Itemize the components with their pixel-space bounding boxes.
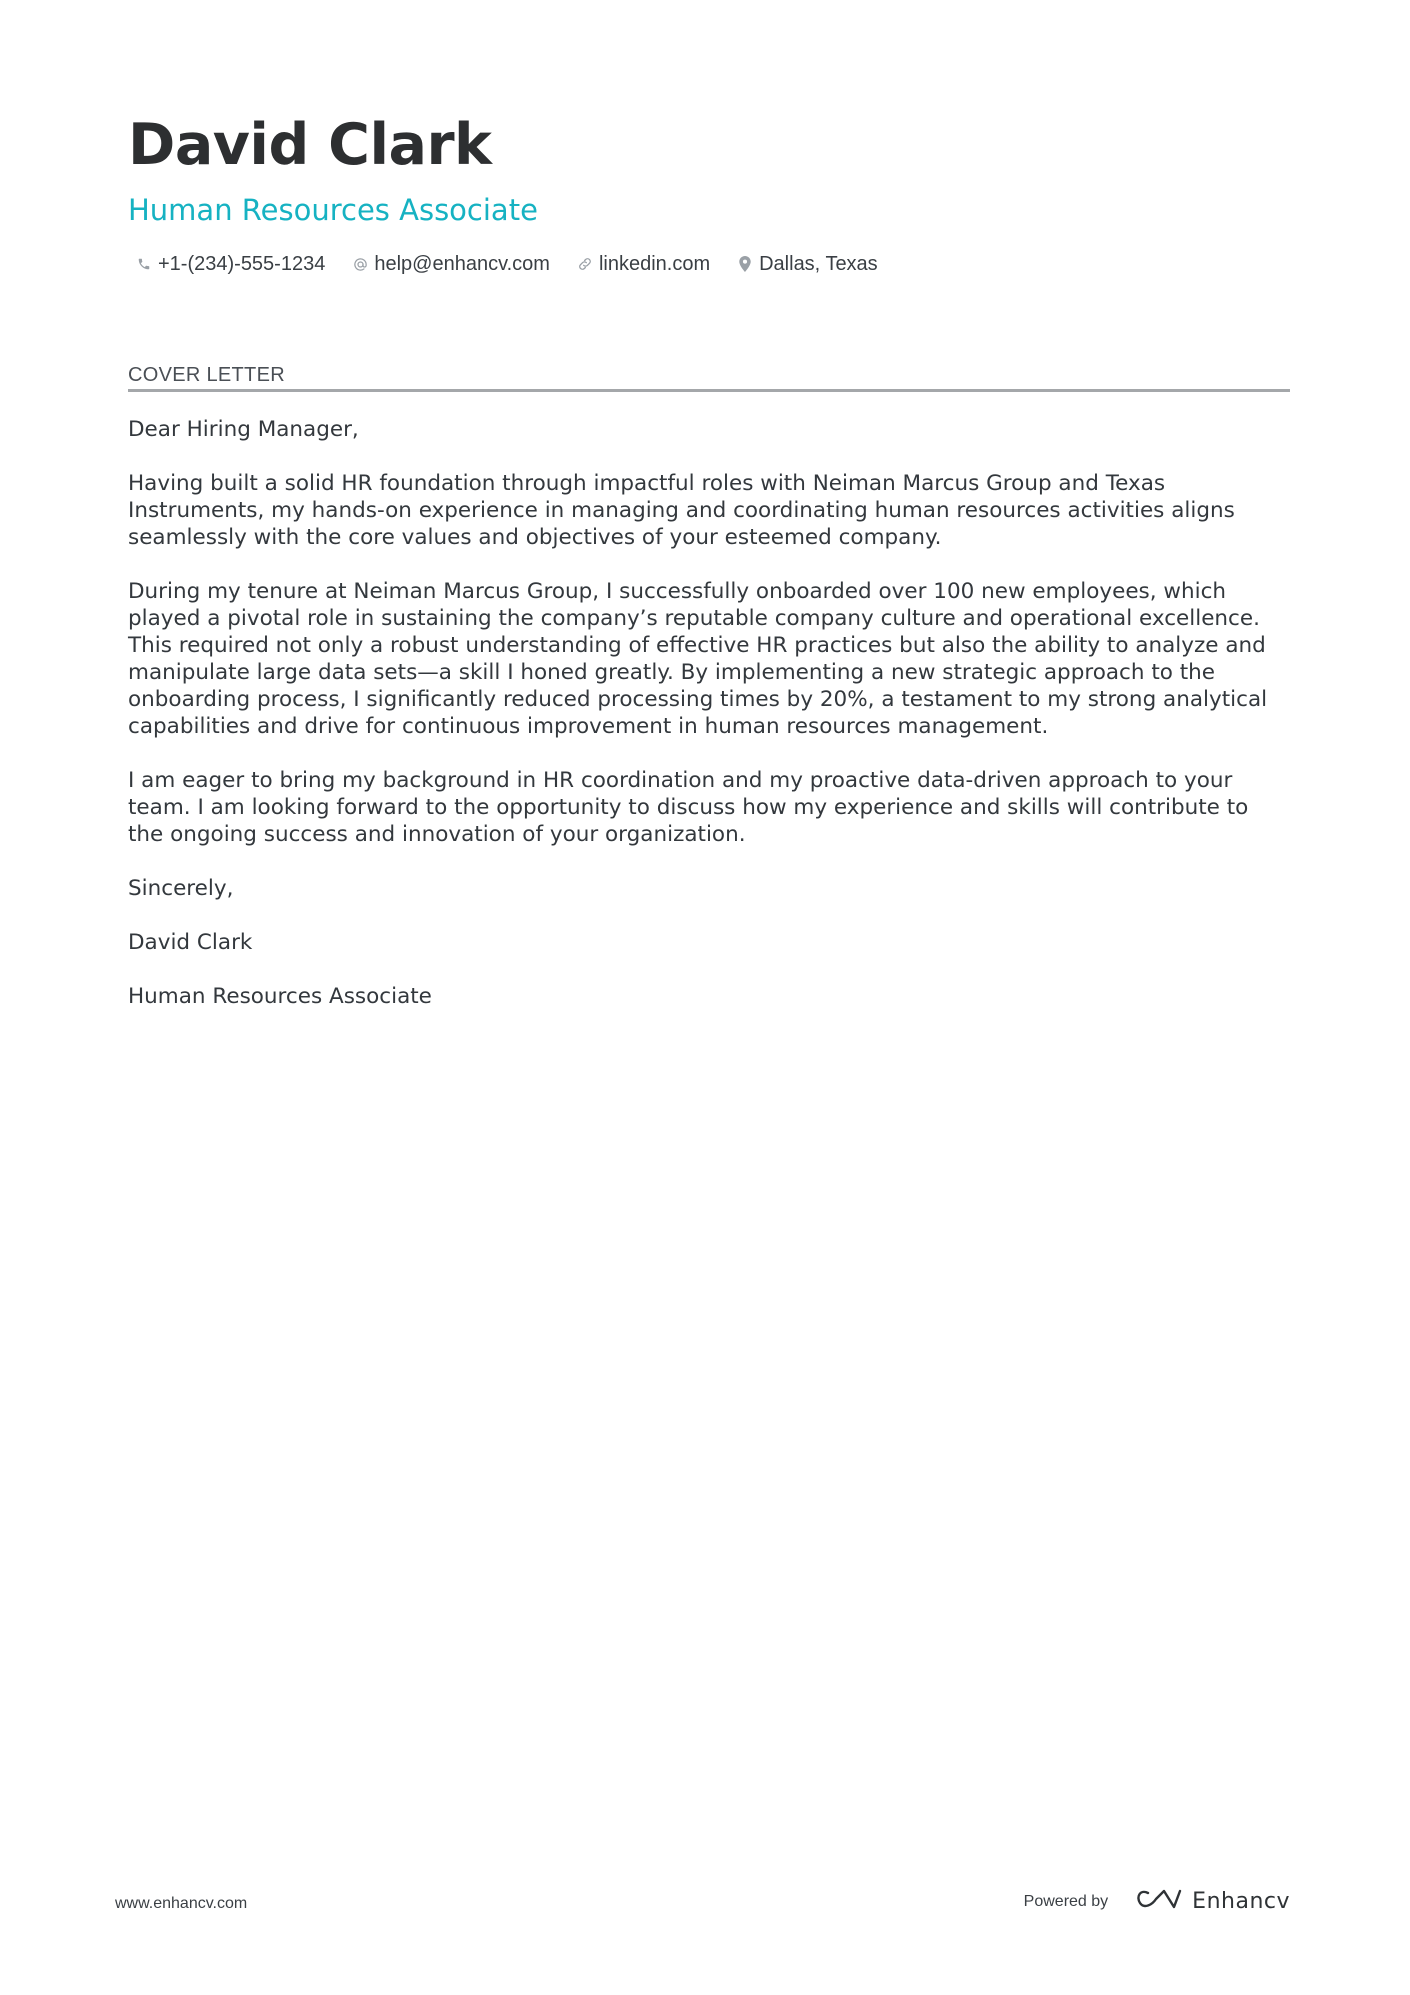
phone-icon [136,256,152,272]
contact-link[interactable] [577,253,710,276]
footer-website[interactable]: www.enhancv.com [115,1895,248,1912]
at-icon [352,256,368,272]
contact-location [737,253,878,276]
cover-letter-body [128,416,1290,1010]
footer-branding [1024,1887,1290,1916]
location-text: Dallas, Texas [759,252,878,275]
letter-paragraph: During my tenure at Neiman Marcus Group, I successfully onboarded over 100 new employees, which played a pivotal role in sustaining the company’s reputable company culture and operational excellence. This required not only a robust understanding of effective HR practices but also the ability to analyze and manipulate large data sets—a skill I honed greatly. By implementing a new strategic approach to the onboarding process, I significantly reduced processing times by 20%, a testament to my strong analytical capabilities and drive for continuous improvement in human resources management. [128,579,1268,739]
resume-page [128,110,1290,1037]
section-divider [128,389,1290,392]
email-text[interactable]: help@enhancv.com [374,252,550,275]
enhancv-brand-name: Enhancv [1192,1889,1290,1914]
link-text[interactable]: linkedin.com [598,252,711,275]
letter-closing: Sincerely, [128,876,234,901]
section-title: COVER LETTER [128,364,285,386]
contact-bar [128,250,1290,278]
enhancv-logo-icon [1134,1887,1182,1916]
signature-name: David Clark [128,930,253,955]
letter-paragraph: Having built a solid HR foundation through impactful roles with Neiman Marcus Group and Texas Instruments, my hands-on experience in managing and coordinating human resources activities aligns seamlessly with the core values and objectives of your esteemed company. [128,471,1235,550]
letter-salutation: Dear Hiring Manager, [128,417,359,442]
letter-paragraph: I am eager to bring my background in HR coordination and my proactive data-driven approach to your team. I am looking forward to the opportunity to discuss how my experience and skills will contribute to the ongoing success and innovation of your organization. [128,768,1249,847]
candidate-name: David Clark [128,112,492,178]
contact-email[interactable] [352,253,550,276]
signature-title: Human Resources Associate [128,984,432,1009]
phone-text: +1-(234)-555-1234 [158,252,326,275]
powered-by-label: Powered by [1023,1892,1109,1910]
enhancv-logo[interactable] [1134,1887,1290,1916]
location-pin-icon [737,256,753,272]
candidate-title: Human Resources Associate [128,193,538,227]
contact-phone [136,253,325,276]
link-icon [577,256,593,272]
